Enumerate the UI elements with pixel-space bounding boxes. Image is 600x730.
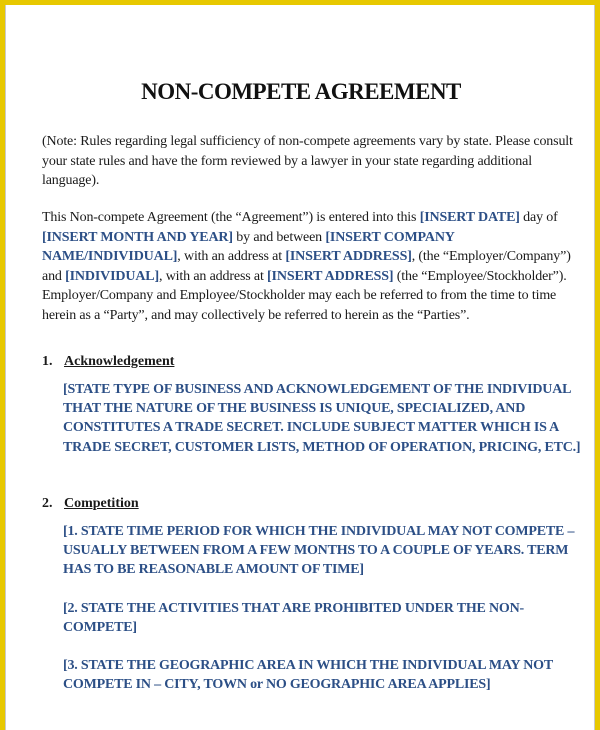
placeholder-employee-address: [INSERT ADDRESS] (267, 268, 394, 284)
placeholder-insert-month-year: [INSERT MONTH AND YEAR] (42, 229, 233, 245)
placeholder-insert-date: [INSERT DATE] (419, 210, 520, 225)
intro-text: , with an address at (177, 249, 286, 265)
competition-time-period-text: [1. STATE TIME PERIOD FOR WHICH THE INDIVIDUAL MAY NOT COMPETE – USUALLY BETWEEN FROM A FEW MONTHS TO A COUPLE OF YEARS. TERM HAS TO BE REASONABLE AMOUNT OF TIME] (63, 524, 575, 578)
intro-text: , with an address at (159, 268, 268, 284)
competition-activities-text: [2. STATE THE ACTIVITIES THAT ARE PROHIBITED UNDER THE NON-COMPETE] (63, 601, 524, 636)
section-acknowledgement-heading (42, 354, 174, 370)
intro-text: by and between (232, 229, 326, 245)
section-title: Acknowledgement (64, 354, 175, 369)
placeholder-company-name: [INSERT COMPANY NAME/INDIVIDUAL] (42, 229, 455, 265)
section-number: 2. (42, 496, 53, 511)
section-competition-heading (42, 496, 139, 512)
intro-text: (the “Employee/Stockholder”). Employer/Company and Employee/Stockholder may each be referred to from the time to time herein as a “Party”, and may collectively be referred to herein as the “Parties”. (42, 268, 567, 323)
placeholder-individual: [INDIVIDUAL] (65, 268, 159, 284)
section-title: Competition (64, 496, 139, 511)
placeholder-employer-address: [INSERT ADDRESS] (285, 249, 412, 265)
intro-paragraph (42, 208, 582, 326)
intro-text: , (the “Employer/Company”) and (42, 249, 571, 284)
intro-text: day of (519, 210, 558, 225)
intro-text: This Non-compete Agreement (the “Agreement”) is entered into this (42, 210, 420, 225)
document-title: NON-COMPETE AGREEMENT (141, 79, 461, 104)
document-page (5, 5, 595, 730)
competition-geographic-area-text: [3. STATE THE GEOGRAPHIC AREA IN WHICH THE INDIVIDUAL MAY NOT COMPETE IN – CITY, TOWN or NO GEOGRAPHIC AREA APPLIES] (63, 658, 553, 693)
legal-note-paragraph: (Note: Rules regarding legal sufficiency of non-compete agreements vary by state. Please consult your state rules and have the form reviewed by a lawyer in your state regarding additional language). (42, 134, 573, 189)
acknowledgement-placeholder-text: [STATE TYPE OF BUSINESS AND ACKNOWLEDGEMENT OF THE INDIVIDUAL THAT THE NATURE OF THE BUSINESS IS UNIQUE, SPECIALIZED, AND CONSTITUTES A TRADE SECRET. INCLUDE SUBJECT MATTER WHICH IS A TRADE SECRET, CUSTOMER LISTS, METHOD OF OPERATION, PRICING, ETC.] (63, 382, 581, 455)
section-number: 1. (42, 354, 53, 369)
